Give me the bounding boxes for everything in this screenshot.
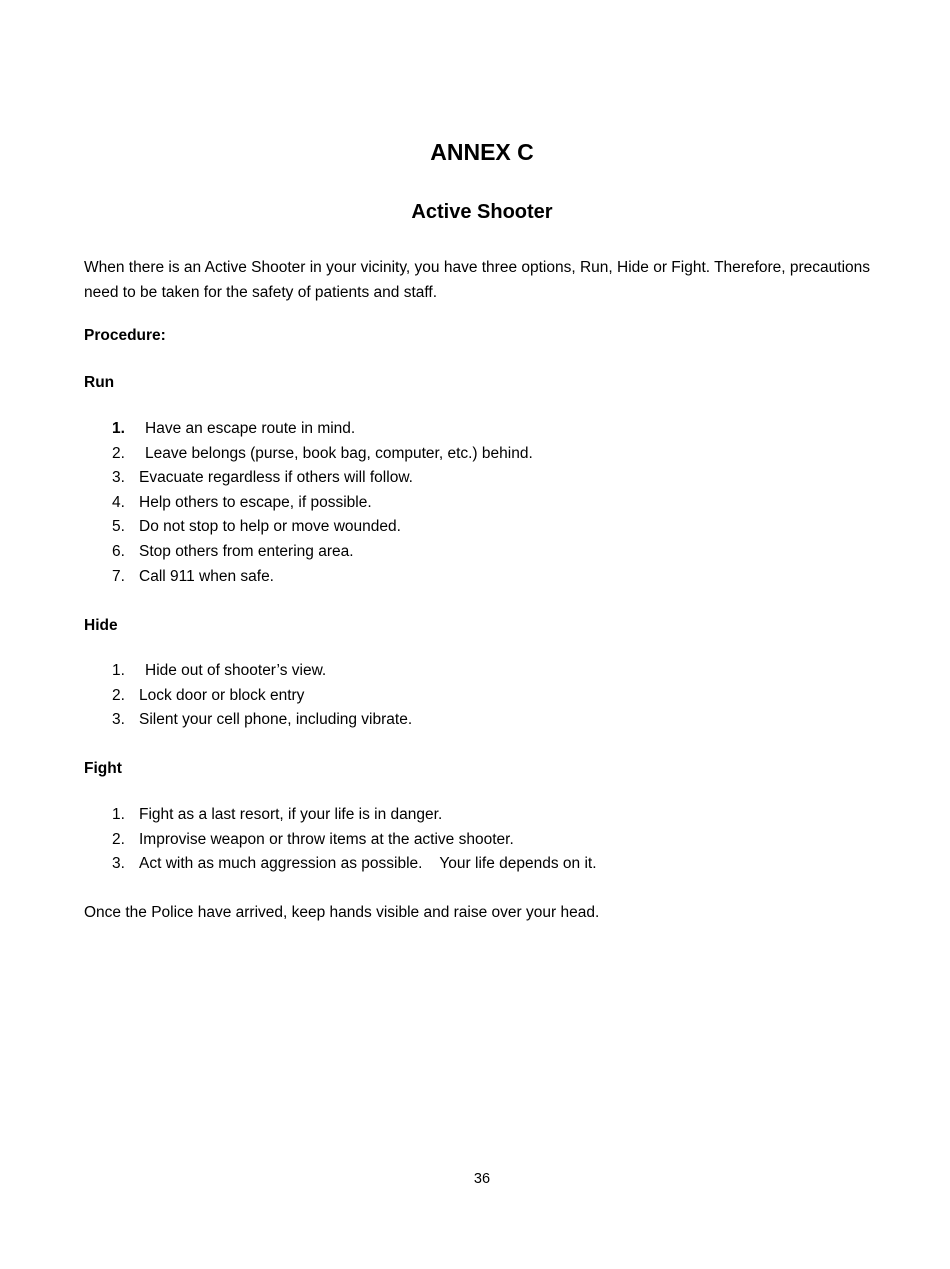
- list-item: [84, 830, 884, 855]
- list-item: [84, 419, 884, 444]
- run-list: [84, 419, 884, 591]
- list-item-text: Do not stop to help or move wounded.: [139, 518, 401, 536]
- fight-list: [84, 805, 884, 879]
- list-item-text: Leave belongs (purse, book bag, computer, etc.) behind.: [145, 444, 533, 462]
- list-item-number: 4.: [112, 493, 125, 511]
- list-item-text: Improvise weapon or throw items at the active shooter.: [139, 830, 514, 848]
- list-item-number: 3.: [112, 855, 125, 873]
- list-item: [84, 468, 884, 493]
- section-title: Active Shooter: [411, 201, 553, 223]
- list-item: [84, 854, 884, 879]
- list-item-number: 2.: [112, 830, 125, 848]
- list-item-text: Hide out of shooter’s view.: [145, 662, 327, 679]
- list-item-number: 2.: [112, 444, 125, 462]
- procedure-label: Procedure:: [84, 327, 166, 344]
- list-item: [84, 805, 884, 830]
- list-item: [84, 493, 884, 518]
- list-item: [84, 686, 884, 711]
- list-item-text: Evacuate regardless if others will follow.: [139, 469, 413, 487]
- closing-paragraph: Once the Police have arrived, keep hands visible and raise over your head.: [84, 904, 600, 921]
- list-item-text: Help others to escape, if possible.: [139, 493, 372, 511]
- list-item: [84, 542, 884, 567]
- list-item-number: 1.: [112, 420, 125, 437]
- list-item-text: Lock door or block entry: [139, 686, 305, 704]
- intro-paragraph: When there is an Active Shooter in your vicinity, you have three options, Run, Hide or Fight. Therefore, precautions need to be taken for the safety of patients and staff.: [84, 259, 871, 301]
- list-item-number: 2.: [112, 686, 125, 704]
- list-item-text: Silent your cell phone, including vibrate.: [139, 711, 413, 729]
- list-item-number: 7.: [112, 567, 125, 585]
- list-item-number: 1.: [112, 662, 125, 679]
- fight-label: Fight: [84, 760, 122, 777]
- list-item-number: 6.: [112, 542, 125, 560]
- list-item-number: 1.: [112, 806, 125, 823]
- list-item-number: 5.: [112, 518, 125, 536]
- list-item-text: Stop others from entering area.: [139, 542, 354, 560]
- list-item-text: Act with as much aggression as possible. Your life depends on it.: [139, 855, 597, 873]
- list-item-text: Call 911 when safe.: [139, 567, 274, 585]
- list-item-text: Fight as a last resort, if your life is in danger.: [139, 806, 443, 823]
- list-item: [84, 444, 884, 469]
- list-item-text: Have an escape route in mind.: [145, 420, 356, 437]
- hide-label: Hide: [84, 617, 118, 634]
- list-item: [84, 517, 884, 542]
- list-item-number: 3.: [112, 469, 125, 487]
- run-label: Run: [84, 374, 115, 391]
- list-item: [84, 661, 884, 686]
- annex-title: ANNEX C: [430, 139, 534, 165]
- list-item: [84, 567, 884, 592]
- hide-list: [84, 661, 884, 735]
- page-number: 36: [473, 1171, 491, 1187]
- list-item-number: 3.: [112, 711, 125, 729]
- list-item: [84, 710, 884, 735]
